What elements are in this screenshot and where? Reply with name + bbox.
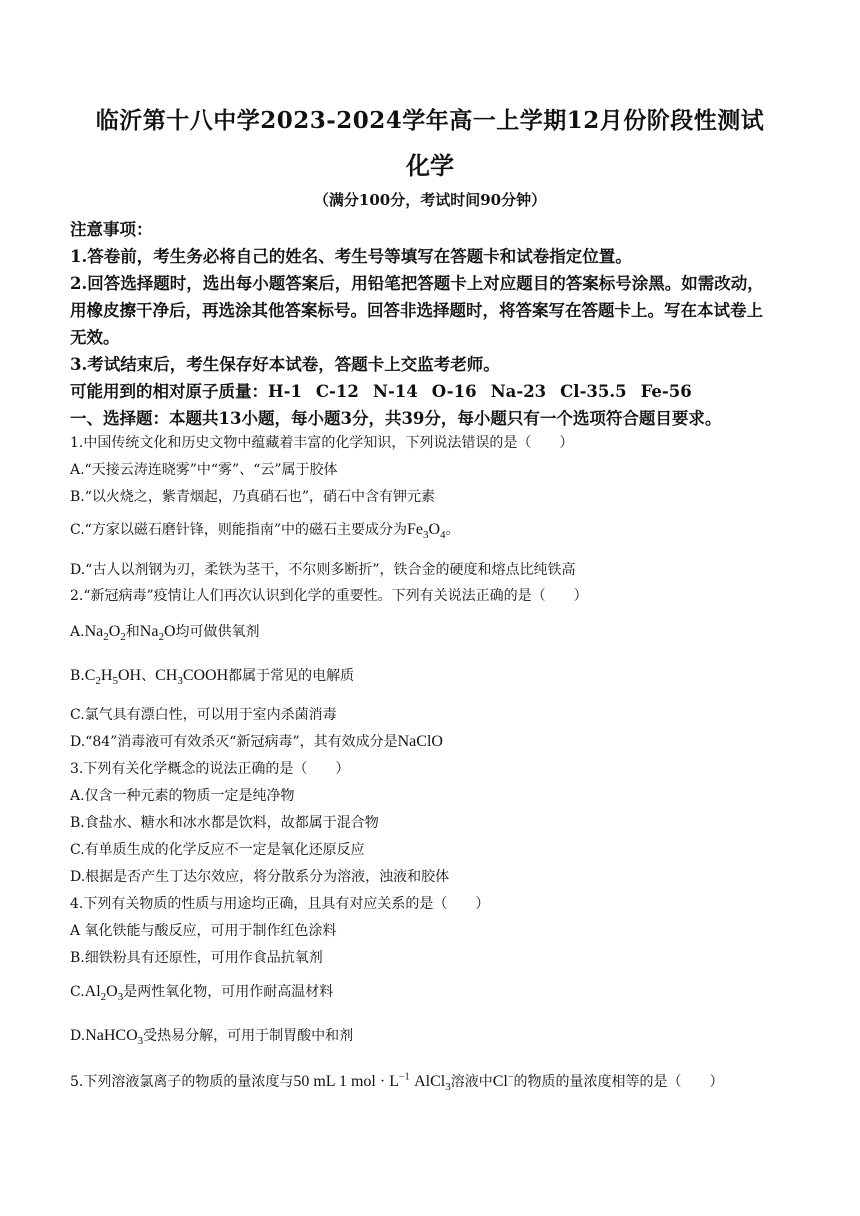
notes-item-2-line-3: 无效。 [70, 328, 120, 347]
formula-na2o2: $Na_2O_2$ [84, 623, 126, 644]
q4-option-a: A 氧化铁能与酸反应，可用于制作红色涂料 [70, 923, 337, 939]
q4-option-b: B.细铁粉具有还原性，可用作食品抗氧剂 [70, 950, 323, 966]
q2-option-a: $A.Na_2O_2$和$Na_2O$均可做供氧剂 [70, 623, 260, 644]
atomic-mass-h: H-1 [268, 382, 302, 401]
notes-item-3: 3.考试结束后，考生保存好本试卷，答题卡上交监考老师。 [70, 355, 500, 374]
q1-stem: 1.中国传统文化和历史文物中蕴藏着丰富的化学知识，下列说法错误的是（ ） [70, 435, 574, 451]
q2-option-d: D.“84”消毒液可有效杀灭“新冠病毒”，其有效成分是NaClO [70, 733, 443, 750]
atomic-mass-n: N-14 [372, 382, 418, 401]
q3-option-a: A.仅含一种元素的物质一定是纯净物 [70, 788, 295, 804]
atomic-mass-label: 可能用到的相对原子质量： [70, 382, 268, 401]
atomic-mass-c: C-12 [315, 382, 359, 401]
q3-option-c: C.有单质生成的化学反应不一定是氧化还原反应 [70, 842, 365, 858]
q4-stem: 4.下列有关物质的性质与用途均正确，且具有对应关系的是（ ） [70, 896, 490, 912]
formula-nahco3: NaHCO$_3$ [85, 1027, 144, 1048]
q3-option-b: B.食盐水、糖水和冰水都是饮料，故都属于混合物 [70, 815, 379, 831]
exam-subject: 化学 [406, 151, 454, 180]
atomic-mass-o: O-16 [431, 382, 477, 401]
q2-option-c: C.氯气具有漂白性，可以用于室内杀菌消毒 [70, 707, 337, 723]
q1-option-b: B.“以火烧之，紫青烟起，乃真硝石也”，硝石中含有钾元素 [70, 489, 436, 505]
q5-stem: 5.下列溶液氯离子的物质的量浓度与50 mL 1 mol · $L^{-1}$ AlCl$_3$溶液中Cl−的物质的量浓度相等的是（ ） [70, 1071, 724, 1094]
ion-cl: Cl− [492, 1071, 514, 1090]
q3-stem: 3.下列有关化学概念的说法正确的是（ ） [70, 761, 350, 777]
q1-option-c: C.“方家以磁石磨针锋，则能指南”中的磁石主要成分为$Fe_3O_4$。 [70, 521, 460, 542]
exam-title: 临沂第十八中学2023-2024学年高一上学期12月份阶段性测试 [95, 107, 765, 134]
section-title: 一、选择题：本题共13小题，每小题3分，共39分，每小题只有一个选项符合题目要求。 [70, 409, 722, 428]
formula-al2o3: $Al_2O_3$ [84, 983, 124, 1004]
formula-c2h5oh: $C_2H_5OH$ [84, 667, 142, 688]
atomic-mass-line [70, 378, 800, 402]
notes-item-2-line-1: 2.回答选择题时，选出每小题答案后，用铅笔把答题卡上对应题目的答案标号涂黑。如需改动， [70, 274, 764, 293]
notes-item-1: 1.答卷前，考生务必将自己的姓名、考生号等填写在答题卡和试卷指定位置。 [70, 247, 632, 266]
q4-option-c: $C.Al_2O_3$是两性氧化物，可用作耐高温材料 [70, 983, 334, 1004]
q2-option-b: $B.C_2H_5OH$、$CH_3COOH$都属于常见的电解质 [70, 667, 355, 688]
q3-option-d: D.根据是否产生丁达尔效应，将分散系分为溶液，浊液和胶体 [70, 869, 450, 885]
formula-alcl3: AlCl$_3$ [414, 1073, 451, 1094]
notes-item-2-line-2: 用橡皮擦干净后，再选涂其他答案标号。回答非选择题时，将答案写在答题卡上。写在本试卷上 [70, 301, 763, 320]
q1-option-d: D.“古人以剂钢为刃，柔铁为茎干，不尔则多断折”，铁合金的硬度和熔点比纯铁高 [70, 562, 576, 578]
exam-meta: （满分100分，考试时间90分钟） [313, 191, 547, 209]
concentration-value: 50 mL 1 mol · $L^{-1}$ [293, 1071, 410, 1090]
q4-option-d: D.NaHCO$_3$受热易分解，可用于制胃酸中和剂 [70, 1027, 354, 1048]
notes-heading: 注意事项： [70, 220, 153, 239]
formula-na2o: $Na_2O$ [139, 623, 176, 644]
formula-naclo: NaClO [397, 733, 443, 750]
formula-ch3cooh: $CH_3COOH$ [155, 667, 229, 688]
atomic-mass-fe: Fe-56 [640, 382, 692, 401]
formula-fe3o4: $Fe_3O_4$ [406, 521, 446, 542]
atomic-mass-na: Na-23 [490, 382, 547, 401]
atomic-mass-cl: Cl-35.5 [560, 382, 627, 401]
q1-option-a: A.“天接云涛连晓雾”中“雾”、“云”属于胶体 [70, 462, 338, 478]
q2-stem: 2.“新冠病毒”疫情让人们再次认识到化学的重要性。下列有关说法正确的是（ ） [70, 588, 588, 604]
